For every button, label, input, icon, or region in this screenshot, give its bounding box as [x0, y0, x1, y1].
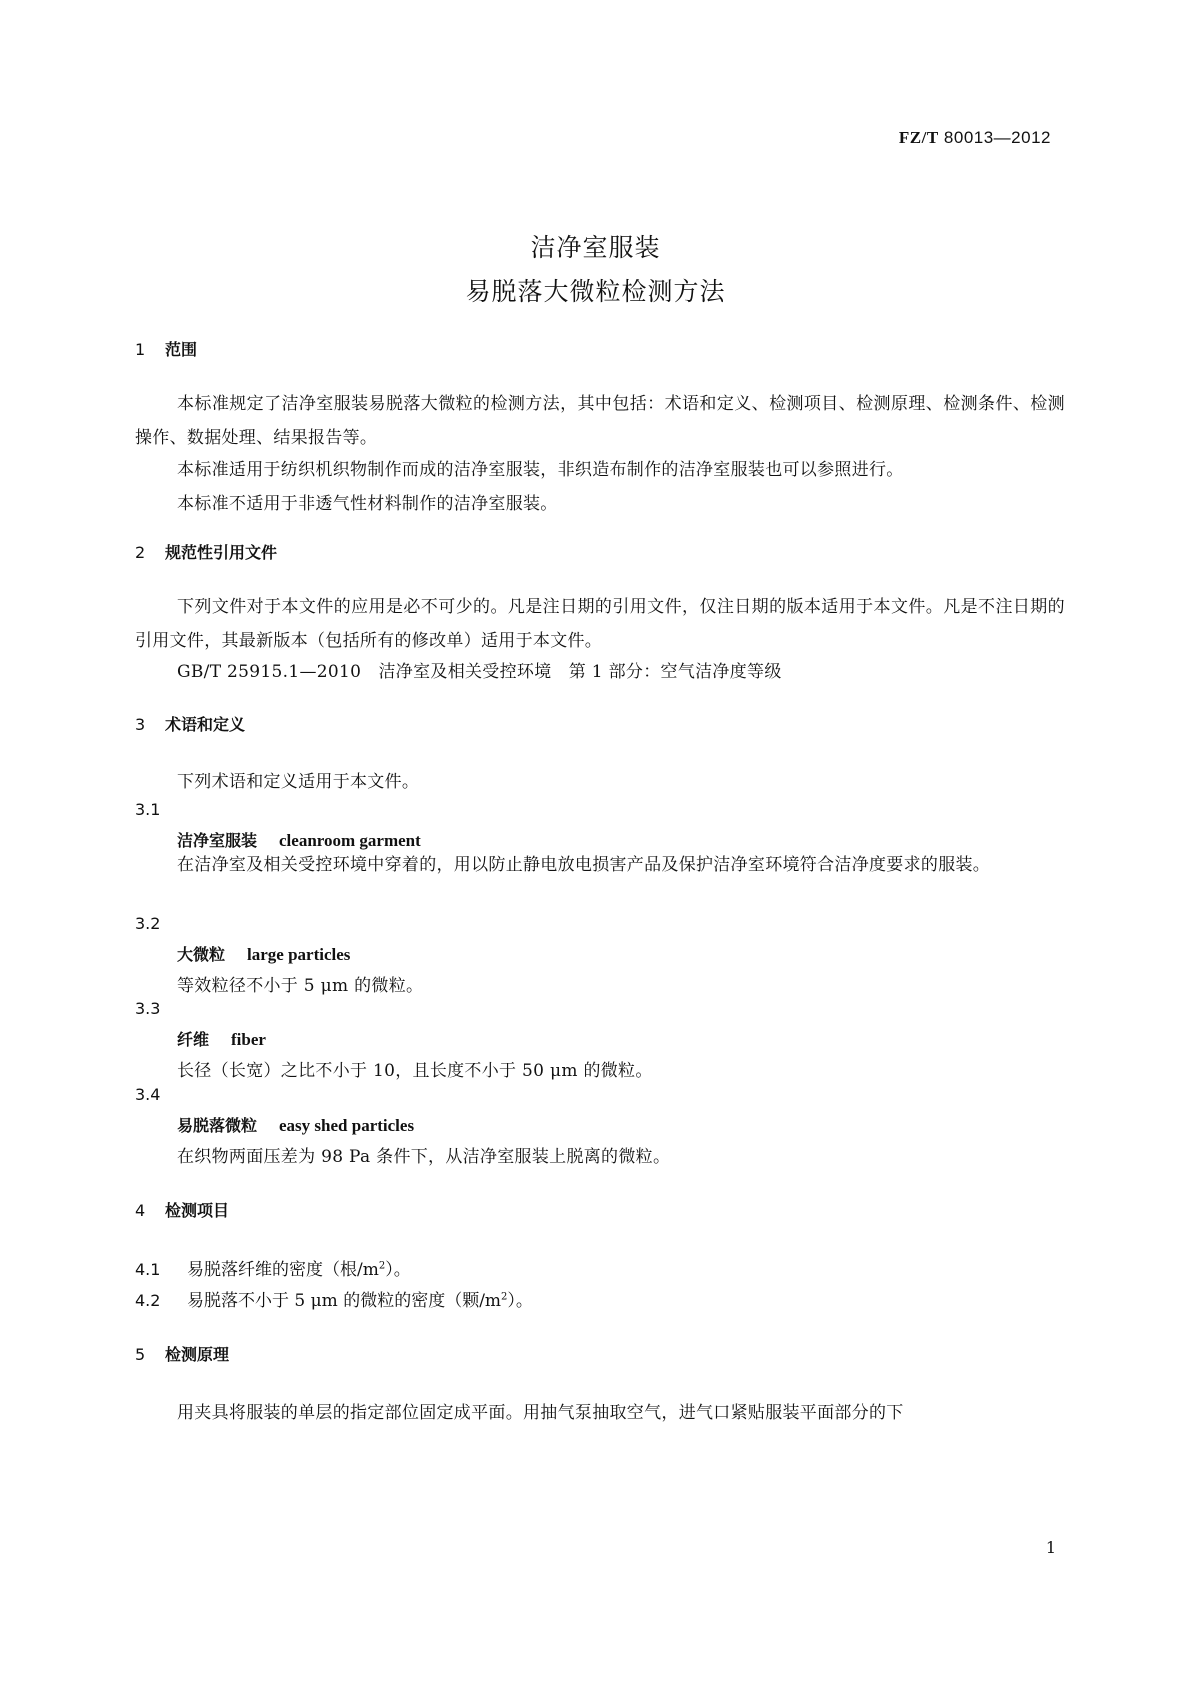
section-2-heading — [135, 540, 277, 563]
term-3-3-definition: 长径（长宽）之比不小于 10，且长度不小于 50 μm 的微粒。 — [177, 1061, 653, 1081]
term-3-4-definition: 在织物两面压差为 98 Pa 条件下，从洁净室服装上脱离的微粒。 — [177, 1147, 671, 1167]
standard-prefix: FZ/T — [898, 128, 939, 147]
section-1-paragraph-3: 本标准不适用于非透气性材料制作的洁净室服装。 — [177, 494, 558, 514]
item-tail: ）。 — [507, 1291, 533, 1311]
term-3-2 — [177, 942, 350, 965]
superscript: 2 — [501, 1291, 508, 1303]
term-zh: 洁净室服装 — [177, 831, 258, 850]
term-en: cleanroom garment — [279, 831, 421, 850]
title-line-1: 洁净室服装 — [530, 233, 661, 262]
item-4-1 — [135, 1255, 411, 1280]
section-1-heading — [135, 337, 197, 360]
section-1-paragraph-2: 本标准适用于纺织机织物制作而成的洁净室服装，非织造布制作的洁净室服装也可以参照进行。 — [177, 460, 904, 480]
normative-reference: GB/T 25915.1—2010 洁净室及相关受控环境 第 1 部分：空气洁净度等级 — [177, 662, 782, 682]
term-zh: 纤维 — [177, 1030, 210, 1049]
item-4-2 — [135, 1286, 533, 1311]
item-number: 4.2 — [135, 1291, 161, 1310]
clause-3-3-number: 3.3 — [135, 999, 161, 1018]
document-code — [899, 128, 1051, 148]
term-3-1-definition: 在洁净室及相关受控环境中穿着的，用以防止静电放电损害产品及保护洁净室环境符合洁净度要求的服装。 — [177, 855, 991, 875]
item-text: 易脱落纤维的密度（根/m — [187, 1260, 379, 1280]
item-number: 4.1 — [135, 1260, 161, 1279]
section-number: 1 — [135, 340, 146, 359]
term-zh: 大微粒 — [177, 945, 226, 964]
section-3-heading — [135, 712, 245, 735]
section-title: 术语和定义 — [165, 715, 246, 734]
section-title: 检测原理 — [165, 1345, 230, 1364]
section-1-paragraph-1: 本标准规定了洁净室服装易脱落大微粒的检测方法，其中包括：术语和定义、检测项目、检测原理、检测条件、检测操作、数据处理、结果报告等。 — [135, 394, 1065, 448]
standard-number: 80013—2012 — [943, 128, 1051, 147]
page-number: 1 — [1045, 1538, 1056, 1557]
section-number: 5 — [135, 1345, 146, 1364]
section-5-paragraph-1: 用夹具将服装的单层的指定部位固定成平面。用抽气泵抽取空气，进气口紧贴服装平面部分的下 — [177, 1403, 904, 1423]
clause-3-4-number: 3.4 — [135, 1085, 161, 1104]
section-5-heading — [135, 1342, 229, 1365]
term-3-2-definition: 等效粒径不小于 5 μm 的微粒。 — [177, 976, 424, 996]
section-number: 2 — [135, 543, 146, 562]
term-3-4 — [177, 1113, 414, 1136]
clause-3-1-number: 3.1 — [135, 800, 161, 819]
term-zh: 易脱落微粒 — [177, 1116, 258, 1135]
clause-3-2-number: 3.2 — [135, 914, 161, 933]
term-3-3 — [177, 1027, 266, 1050]
term-en: easy shed particles — [279, 1116, 415, 1135]
item-text: 易脱落不小于 5 μm 的微粒的密度（颗/m — [187, 1291, 502, 1311]
section-4-heading — [135, 1198, 229, 1221]
section-title: 范围 — [165, 340, 198, 359]
title-line-2: 易脱落大微粒检测方法 — [465, 277, 726, 306]
section-number: 4 — [135, 1201, 146, 1220]
section-2-paragraph-1: 下列文件对于本文件的应用是必不可少的。凡是注日期的引用文件，仅注日期的版本适用于本文件。凡是不注日期的引用文件，其最新版本（包括所有的修改单）适用于本文件。 — [135, 597, 1065, 651]
superscript: 2 — [378, 1260, 386, 1272]
section-title: 规范性引用文件 — [165, 543, 278, 562]
section-title: 检测项目 — [165, 1201, 230, 1220]
item-tail: ）。 — [385, 1260, 411, 1280]
section-number: 3 — [135, 715, 146, 734]
term-en: large particles — [247, 945, 351, 964]
term-en: fiber — [231, 1030, 266, 1049]
section-3-intro: 下列术语和定义适用于本文件。 — [177, 772, 420, 792]
